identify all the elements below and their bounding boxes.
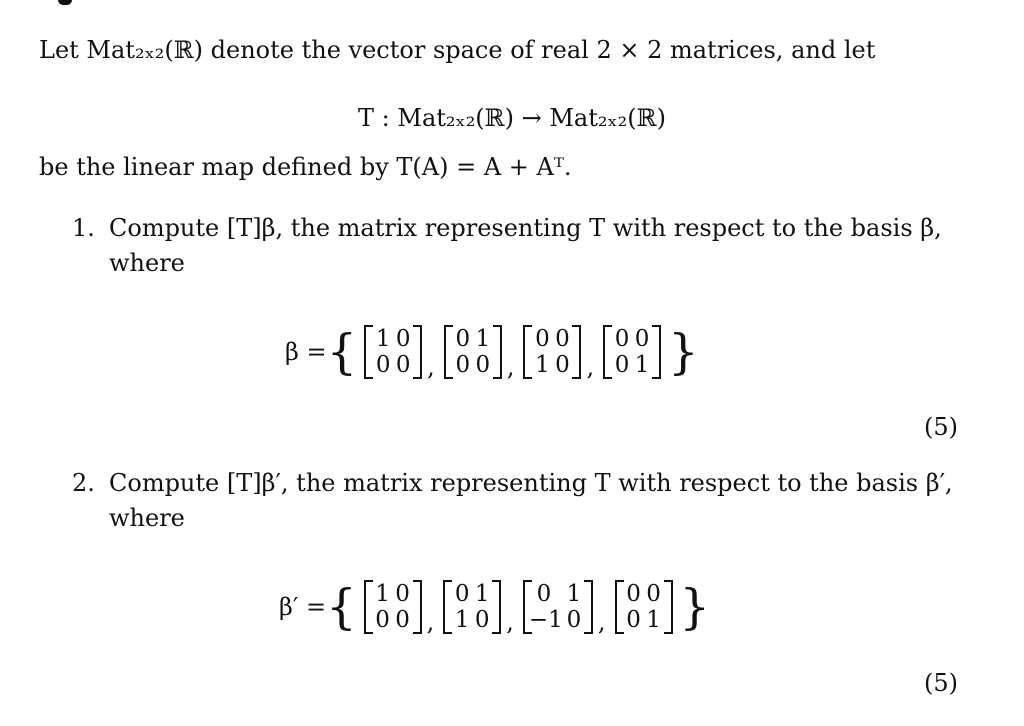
question-text-1: Compute [T]β, the matrix representing T with respect to the basis β,	[109, 214, 942, 242]
basis-matrix: 0 0 0 1	[615, 580, 673, 634]
basis-matrix: 1 0 0 0	[364, 580, 422, 634]
basis-label-beta: β =	[285, 338, 327, 366]
left-brace: {	[326, 324, 358, 380]
question-text-2: Compute [T]β′, the matrix representing T with respect to the basis β′,	[109, 469, 953, 497]
question-where-2: where	[109, 504, 185, 532]
left-brace: {	[326, 579, 357, 635]
basis-matrix: 0 1 1 0	[443, 580, 501, 634]
basis-matrix: 0 1 0 0	[444, 325, 502, 379]
question-number-1: 1.	[72, 214, 95, 242]
question-where-1: where	[109, 249, 185, 277]
basis-matrix: 0 0 1 0	[523, 325, 581, 379]
intro-line-2: be the linear map defined by T(A) = A + Aᵀ.	[39, 153, 572, 181]
right-brace: }	[679, 579, 711, 635]
basis-beta: β = { 1 0 0 0 , 0 1 0 0 , 0 0 1 0 , 0 0 0 1 }	[285, 315, 699, 389]
basis-matrix: 0 1 −1 0	[523, 580, 593, 634]
linear-map-definition: T : Mat₂ₓ₂(ℝ) → Mat₂ₓ₂(ℝ)	[358, 104, 666, 132]
marks-1: (5)	[924, 413, 958, 441]
marks-2: (5)	[924, 669, 958, 697]
basis-beta-prime: β′ = { 1 0 0 0 , 0 1 1 0 , 0 1 −1 0 , 0 0 0 1 }	[279, 570, 710, 644]
intro-line-1: Let Mat₂ₓ₂(ℝ) denote the vector space of real 2 × 2 matrices, and let	[39, 36, 876, 64]
right-brace: }	[668, 324, 699, 380]
basis-label-beta-prime: β′ =	[279, 593, 327, 621]
basis-matrix: 0 0 0 1	[603, 325, 661, 379]
basis-matrix: 1 0 0 0	[364, 325, 422, 379]
question-number-2: 2.	[72, 469, 95, 497]
top-mark	[58, 0, 72, 5]
